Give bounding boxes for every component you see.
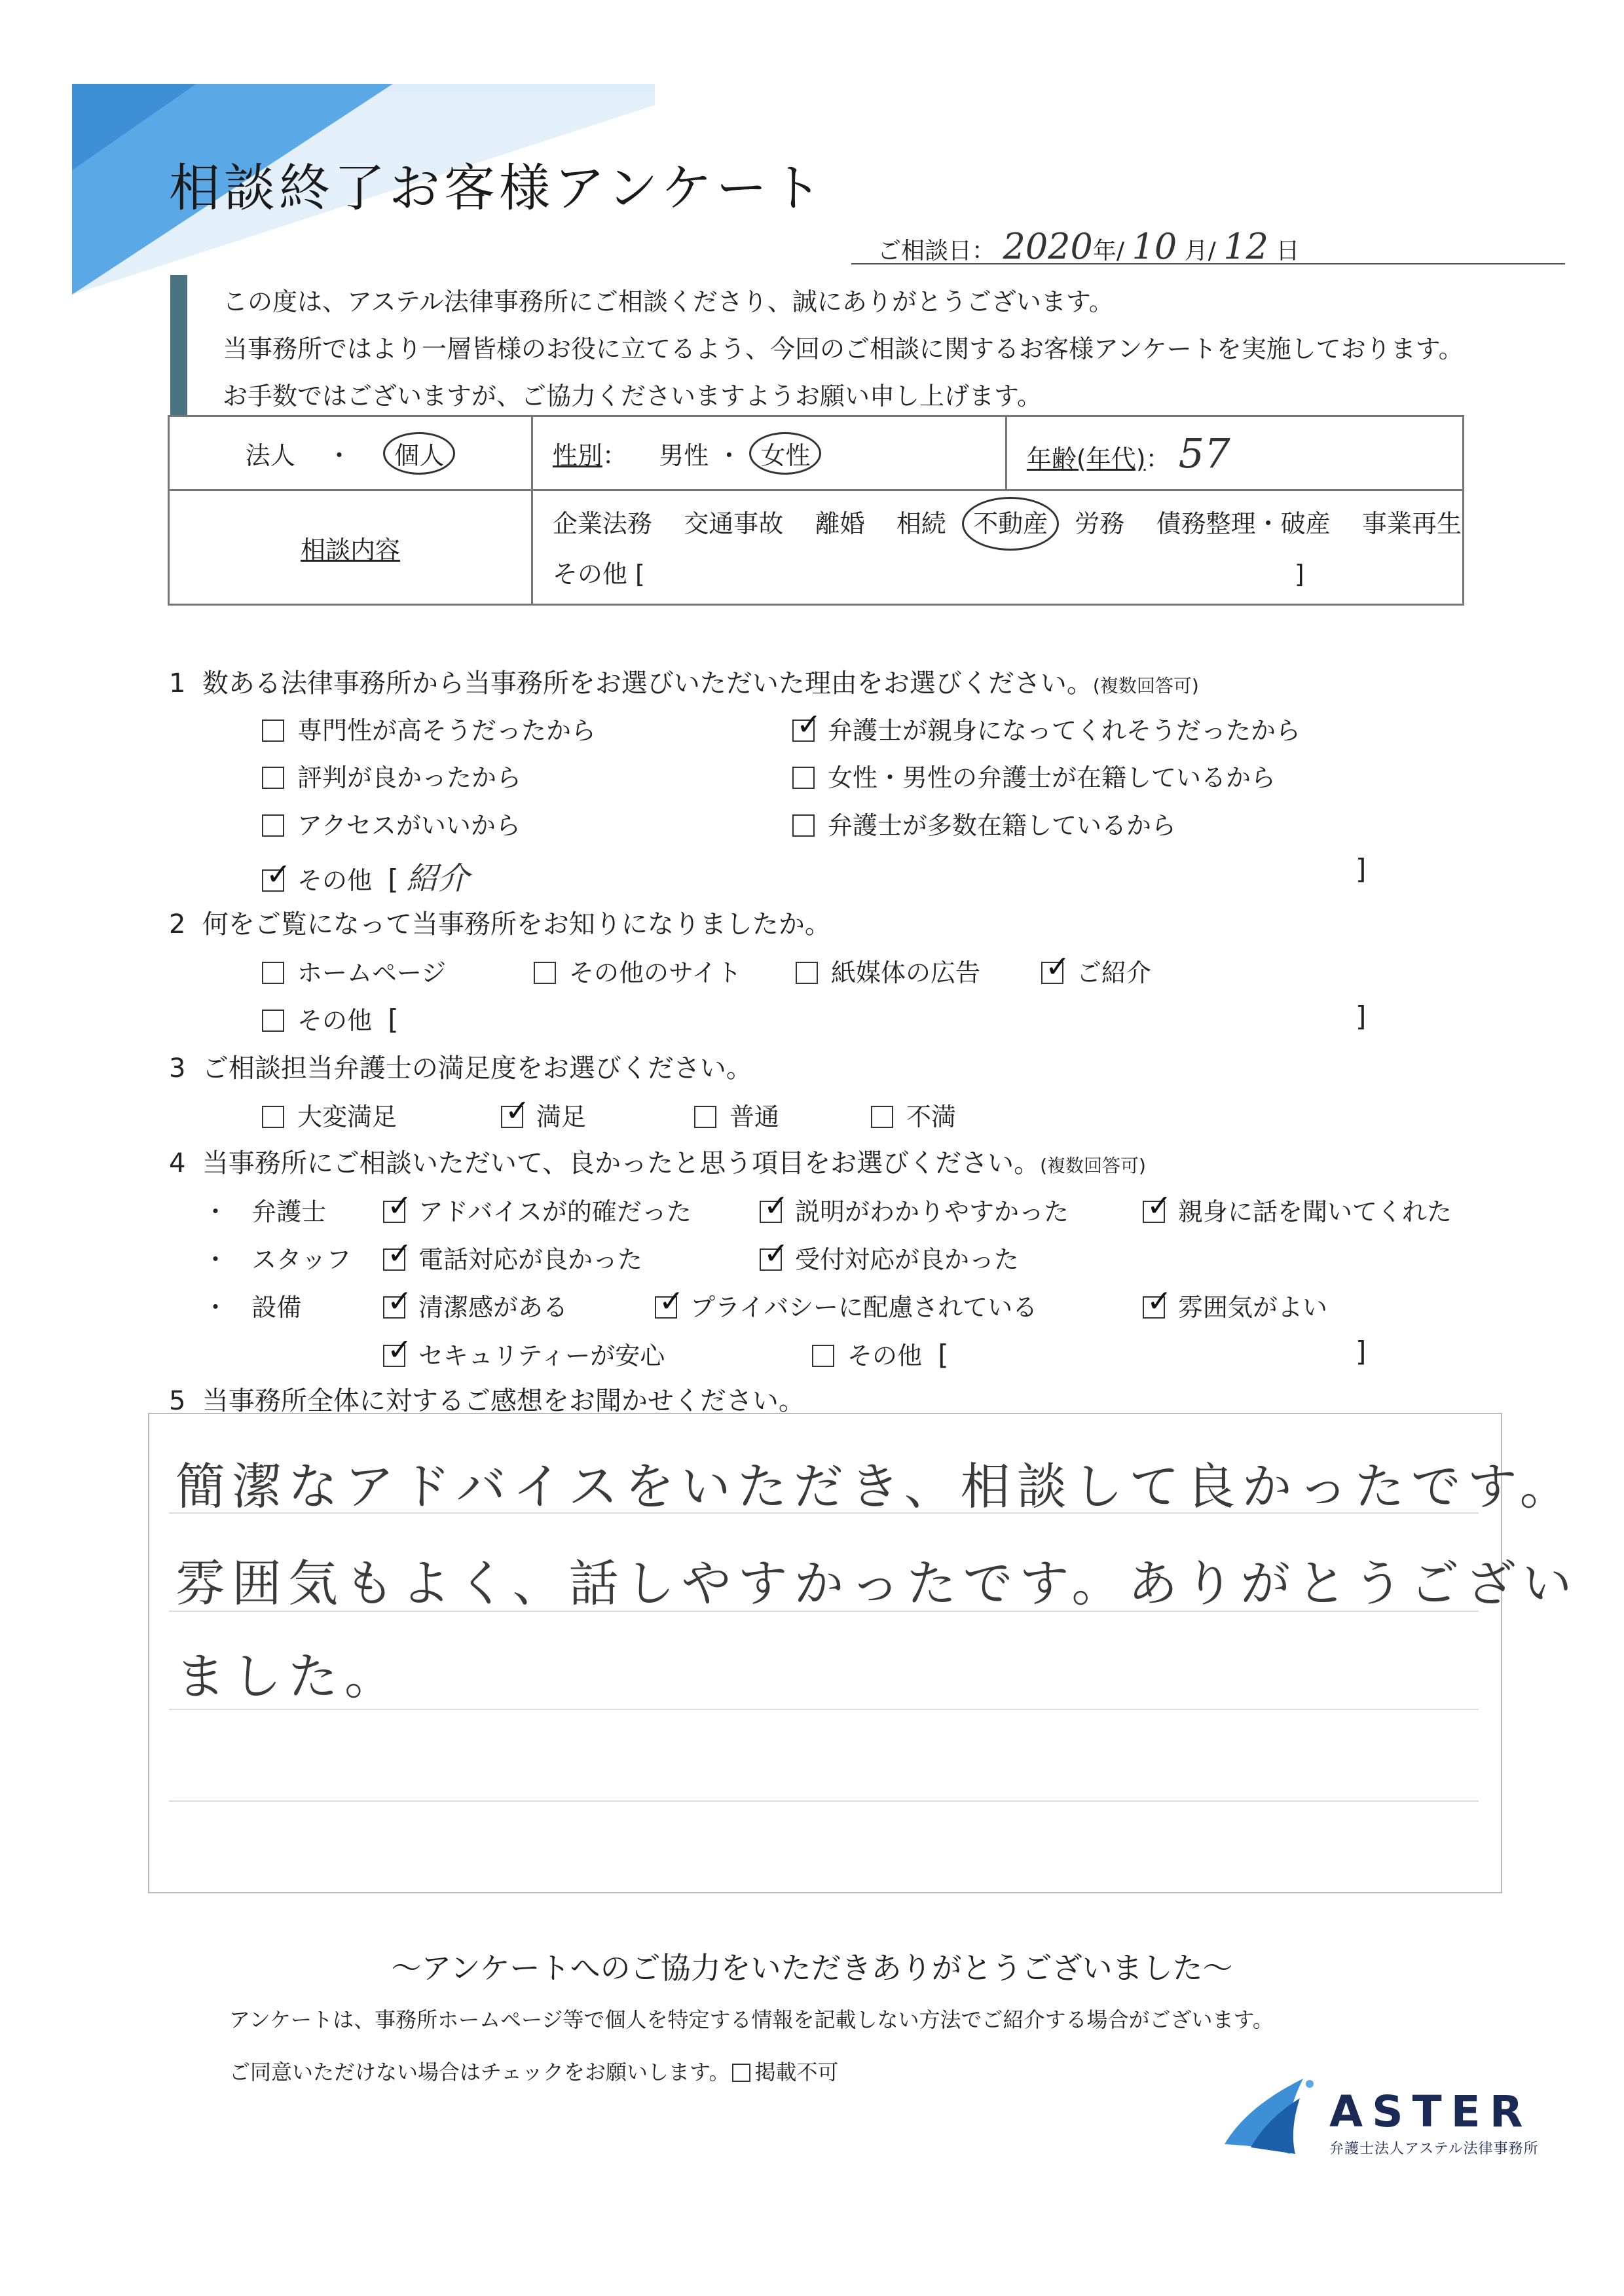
age-cell: 年齢(年代)： 57 [1006, 416, 1463, 490]
q4-row-staff-label: ・ スタッフ [203, 1245, 352, 1274]
q2-option-homepage[interactable]: ホームページ [262, 953, 446, 989]
q1-option-reputation[interactable]: 評判が良かったから [262, 757, 521, 793]
date-year: 2020 [1003, 226, 1093, 267]
q2-option-other[interactable]: その他 [ ] [262, 1000, 1375, 1036]
q3-option-satisfied[interactable]: ✓ 満足 [501, 1097, 586, 1133]
info-table [168, 415, 1464, 606]
logo-name: ASTER [1329, 2086, 1532, 2137]
q1-option-many-lawyers[interactable]: 弁護士が多数在籍しているから [792, 805, 1176, 841]
footer-note-1: アンケートは、事務所ホームページ等で個人を特定する情報を記載しない方法でご紹介する場合がございます。 [229, 2007, 1274, 2032]
date-day: 12 [1223, 226, 1268, 267]
q3-option-very-satisfied[interactable]: 大変満足 [262, 1097, 397, 1133]
q1-option-gender[interactable]: 女性・男性の弁護士が在籍しているから [792, 757, 1276, 793]
q4-row-lawyer-label: ・ 弁護士 [203, 1197, 327, 1226]
age-value: 57 [1178, 429, 1230, 477]
comment-box[interactable] [148, 1413, 1579, 1893]
consult-categories: 企業法務 交通事故 離婚 相続 不動産 労務 債務整理・破産 事業再生 その他 [ ] [532, 490, 1463, 605]
gender-cell: 性別： 男性 ・ 女性 [532, 416, 1006, 490]
q3-option-neutral[interactable]: 普通 [694, 1097, 779, 1133]
date-month: 10 [1132, 226, 1177, 267]
footer-note-2: ご同意いただけない場合はチェックをお願いします。 掲載不可 [229, 2060, 839, 2085]
q2-option-referral[interactable]: ✓ ご紹介 [1041, 953, 1151, 989]
q4-other[interactable]: その他 [ ] [812, 1336, 1375, 1372]
consult-date: ご相談日： 2020年/ 10 月/ 12 日 [877, 226, 1300, 267]
intro-accent-bar [170, 275, 187, 415]
q1-other-value: 紹介 [406, 860, 470, 897]
q1-heading: 1 数ある法律事務所から当事務所をお選びいただいた理由をお選びください。(複数回答可) [169, 668, 1199, 699]
consult-label-cell: 相談内容 [169, 490, 532, 605]
q1-option-caring[interactable]: ✓ 弁護士が親身になってくれそうだったから [792, 710, 1301, 746]
q4-staff-phone[interactable]: ✓ 電話対応が良かった [383, 1239, 642, 1275]
q4-security[interactable]: ✓セキュリティーが安心 [383, 1336, 665, 1372]
q4-row-facility-label: ・ 設備 [203, 1293, 302, 1322]
q4-facility-atmosphere[interactable]: ✓ 雰囲気がよい [1143, 1287, 1327, 1323]
q2-option-other-site[interactable]: その他のサイト [534, 953, 741, 989]
q2-option-print-ad[interactable]: 紙媒体の広告 [796, 953, 980, 989]
individual-circled: 個人 [383, 432, 455, 475]
q5-heading: 5 当事務所全体に対するご感想をお聞かせください。 [169, 1386, 805, 1416]
q1-option-other[interactable]: ✓その他 [ 紹介 ] [262, 853, 1375, 898]
client-type-cell: 法人 ・ 個人 [169, 416, 532, 490]
real-estate-circled: 不動産 [962, 497, 1059, 551]
intro-text: この度は、アステル法律事務所にご相談くださり、誠にありがとうございます。 当事務所ではより一層皆様のお役に立てるよう、今回のご相談に関するお客様アンケートを実施しております。 お手数ではございますが、ご協力くださいますようお願い申し上げます。 [223, 287, 1464, 410]
page-title: 相談終了お客様アンケート [169, 159, 826, 218]
logo-subtitle: 弁護士法人アステル法律事務所 [1329, 2141, 1539, 2157]
q4-lawyer-advice[interactable]: ✓ アドバイスが的確だった [383, 1192, 692, 1228]
q4-lawyer-explanation[interactable]: ✓ 説明がわかりやすかった [760, 1192, 1069, 1228]
q4-lawyer-listening[interactable]: ✓ 親身に話を聞いてくれた [1143, 1192, 1452, 1228]
comment-line-2: 雰囲気もよく、話しやすかったです。ありがとうござい [175, 1554, 1579, 1613]
no-publish-checkbox[interactable] [732, 2064, 750, 2082]
female-circled: 女性 [749, 432, 821, 475]
q3-heading: 3 ご相談担当弁護士の満足度をお選びください。 [169, 1053, 752, 1084]
q4-heading: 4 当事務所にご相談いただいて、良かったと思う項目をお選びください。(複数回答可) [169, 1148, 1146, 1178]
q1-option-access[interactable]: アクセスがいいから [262, 805, 521, 841]
comment-line-1: 簡潔なアドバイスをいただき、相談して良かったです。 [175, 1457, 1576, 1516]
q4-staff-reception[interactable]: ✓ 受付対応が良かった [760, 1239, 1019, 1275]
q4-facility-privacy[interactable]: ✓ プライバシーに配慮されている [655, 1287, 1037, 1323]
date-underline [851, 263, 1565, 264]
comment-line-3: ました。 [175, 1647, 401, 1705]
q1-option-expertise[interactable]: 専門性が高そうだったから [262, 710, 596, 746]
q3-option-dissatisfied[interactable]: 不満 [871, 1097, 956, 1133]
aster-logo-icon [1211, 2072, 1323, 2164]
footer-thanks: 〜アンケートへのご協力をいただきありがとうございました〜 [391, 1950, 1233, 1986]
q2-heading: 2 何をご覧になって当事務所をお知りになりましたか。 [169, 909, 831, 939]
q4-facility-clean[interactable]: ✓ 清潔感がある [383, 1287, 568, 1323]
